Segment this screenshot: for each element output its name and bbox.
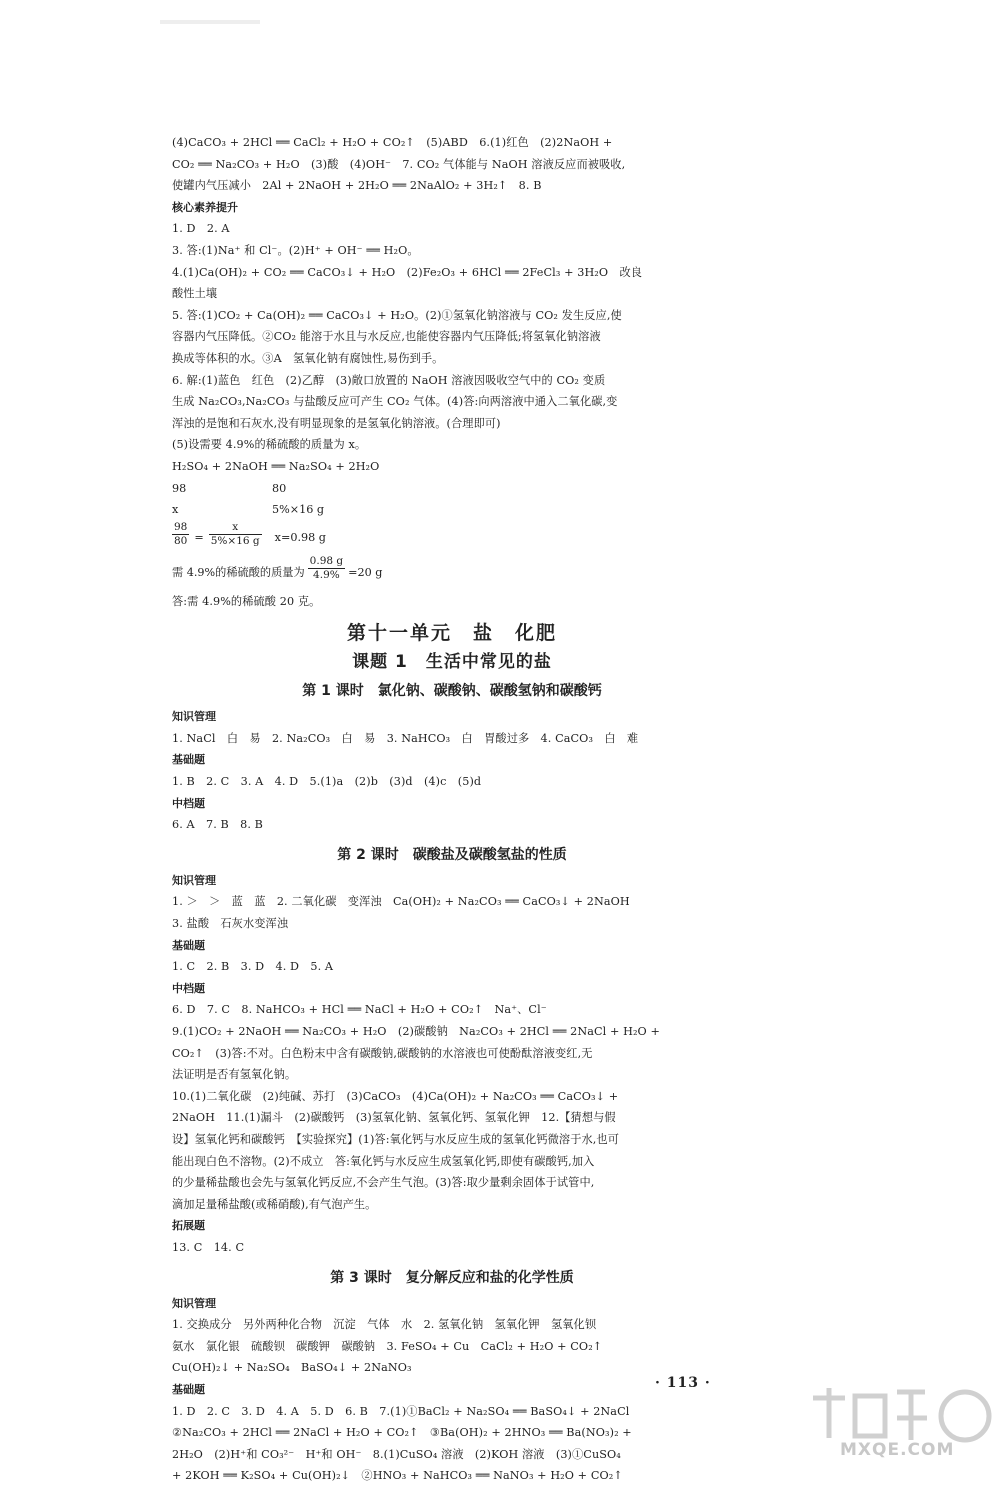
text-line: H₂SO₄ + 2NaOH ══ Na₂SO₄ + 2H₂O — [172, 459, 380, 473]
text-line: 3. 答:(1)Na⁺ 和 Cl⁻。(2)H⁺ + OH⁻ ══ H₂O。 — [172, 243, 419, 257]
text-line: 2NaOH 11.(1)漏斗 (2)碳酸钙 (3)氢氧化钠、氢氧化钙、氢氧化钾 12.【猜想与假 — [172, 1111, 616, 1125]
calc-value-naoh: 5%×16 g — [272, 503, 325, 517]
fraction-denominator: 4.9% — [313, 568, 340, 581]
section-label: 中档题 — [172, 796, 205, 810]
ratio-fraction-left — [172, 521, 189, 555]
period-title: 第 1 课时 氯化钠、碳酸钠、碳酸氢钠和碳酸钙 — [302, 683, 602, 700]
text-line: 能出现白色不溶物。(2)不成立 答:氧化钙与水反应生成氢氧化钙,即使有碳酸钙,加入 — [172, 1154, 595, 1168]
text-line: 13. C 14. C — [172, 1240, 245, 1254]
section-label: 基础题 — [172, 938, 205, 952]
text-line: CO₂↑ (3)答:不对。白色粉末中含有碳酸钠,碳酸钠的水溶液也可使酚酞溶液变红,无 — [172, 1046, 593, 1060]
lesson-title: 课题 1 生活中常见的盐 — [352, 652, 552, 673]
scan-artifact — [160, 20, 260, 24]
text-line: 2H₂O (2)H⁺和 CO₃²⁻ H⁺和 OH⁻ 8.(1)CuSO₄ 溶液 (2)KOH 溶液 (3)①CuSO₄ — [172, 1447, 621, 1461]
calc-molar-row — [172, 478, 732, 500]
text-line: 浑浊的是饱和石灰水,没有明显现象的是氢氧化钠溶液。(合理即可) — [172, 416, 501, 430]
text-line: 10.(1)二氧化碳 (2)纯碱、苏打 (3)CaCO₃ (4)Ca(OH)₂ + Na₂CO₃ ══ CaCO₃↓ + — [172, 1089, 619, 1103]
text-line: 生成 Na₂CO₃,Na₂CO₃ 与盐酸反应可产生 CO₂ 气体。(4)答:向两溶液中通入二氧化碳,变 — [172, 395, 618, 409]
text-line: Cu(OH)₂↓ + Na₂SO₄ BaSO₄↓ + 2NaNO₃ — [172, 1361, 412, 1375]
text-line: 的少量稀盐酸也会先与氢氧化钙反应,不会产生气泡。(3)答:取少量剩余固体于试管中, — [172, 1176, 595, 1190]
fraction-denominator: 80 — [174, 534, 188, 547]
text-line: 1. ＞ ＞ 蓝 蓝 2. 二氧化碳 变浑浊 Ca(OH)₂ + Na₂CO₃ ══ CaCO₃↓ + 2NaOH — [172, 895, 630, 909]
section-label: 知识管理 — [172, 1296, 216, 1310]
ratio-result: x=0.98 g — [274, 530, 326, 544]
text-line: 1. D 2. A — [172, 222, 230, 236]
text-line: 6. D 7. C 8. NaHCO₃ + HCl ══ NaCl + H₂O + CO₂↑ Na⁺、Cl⁻ — [172, 1003, 547, 1017]
unit-title: 第十一单元 盐 化肥 — [346, 622, 557, 645]
section-label: 基础题 — [172, 1382, 205, 1396]
section-label: 知识管理 — [172, 710, 216, 724]
calc-value-row — [172, 499, 732, 521]
text-line: (4)CaCO₃ + 2HCl ══ CaCl₂ + H₂O + CO₂↑ (5)ABD 6.(1)红色 (2)2NaOH + — [172, 136, 613, 149]
text-line: (5)设需要 4.9%的稀硫酸的质量为 x。 — [172, 438, 367, 452]
fraction-numerator: 98 — [174, 520, 188, 533]
text-line: 1. NaCl 白 易 2. Na₂CO₃ 白 易 3. NaHCO₃ 白 胃酸过多 4. CaCO₃ 白 难 — [172, 731, 639, 745]
text-line: 换成等体积的水。③A 氢氧化钠有腐蚀性,易伤到手。 — [172, 351, 444, 365]
fraction-numerator: 0.98 g — [309, 554, 344, 567]
ratio-fraction-right — [209, 521, 262, 555]
text-line: ②Na₂CO₃ + 2HCl ══ 2NaCl + H₂O + CO₂↑ ③Ba(OH)₂ + 2HNO₃ ══ Ba(NO₃)₂ + — [172, 1426, 632, 1440]
text-line: 滴加足量稀盐酸(或稀硝酸),有气泡产生。 — [172, 1197, 377, 1211]
content-column — [172, 132, 732, 1487]
section-label: 中档题 — [172, 981, 205, 995]
text-line: 氨水 氯化银 硫酸钡 碳酸钾 碳酸钠 3. FeSO₄ + Cu CaCl₂ + H₂O + CO₂↑ — [172, 1339, 603, 1353]
text-line: 4.(1)Ca(OH)₂ + CO₂ ══ CaCO₃↓ + H₂O (2)Fe₂O₃ + 6HCl ══ 2FeCl₃ + 3H₂O 改良 — [172, 265, 643, 279]
calc-molar-naoh: 80 — [272, 481, 287, 495]
text-line: + 2KOH ══ K₂SO₄ + Cu(OH)₂↓ ②HNO₃ + NaHCO₃ ══ NaNO₃ + H₂O + CO₂↑ — [172, 1469, 623, 1483]
text-line: CO₂ ══ Na₂CO₃ + H₂O (3)酸 (4)OH⁻ 7. CO₂ 气体能与 NaOH 溶液反应而被吸收, — [172, 157, 626, 171]
calc-molar-h2so4: 98 — [172, 481, 187, 495]
text-line: 设】氢氧化钙和碳酸钙 【实验探究】(1)答:氧化钙与水反应生成的氢氧化钙微溶于水,也可 — [172, 1132, 619, 1146]
period-title: 第 3 课时 复分解反应和盐的化学性质 — [330, 1269, 574, 1286]
text-line: 1. B 2. C 3. A 4. D 5.(1)a (2)b (3)d (4)c (5)d — [172, 775, 482, 789]
equals-sign: = — [194, 530, 204, 544]
text-line: 法证明是否有氢氧化钠。 — [172, 1068, 297, 1082]
text-line: 容器内气压降低。②CO₂ 能溶于水且与水反应,也能使容器内气压降低;将氢氧化钠溶液 — [172, 330, 601, 344]
text-line: 1. D 2. C 3. D 4. A 5. D 6. B 7.(1)①BaCl₂ + Na₂SO₄ ══ BaSO₄↓ + 2NaCl — [172, 1404, 630, 1418]
text-line: 6. A 7. B 8. B — [172, 818, 263, 832]
fraction-denominator: 5%×16 g — [210, 534, 260, 547]
text-line: 5. 答:(1)CO₂ + Ca(OH)₂ ══ CaCO₃↓ + H₂O。(2)①氢氧化钠溶液与 CO₂ 发生反应,使 — [172, 308, 622, 322]
mass-fraction — [308, 555, 345, 591]
text-line: 酸性土壤 — [172, 287, 218, 301]
answer-line: 答:需 4.9%的稀硫酸 20 克。 — [172, 594, 321, 608]
section-label: 知识管理 — [172, 873, 216, 887]
section-label: 核心素养提升 — [172, 200, 238, 214]
section-label: 基础题 — [172, 753, 205, 767]
watermark-text: MXQE.COM — [840, 1440, 955, 1460]
text-line: 9.(1)CO₂ + 2NaOH ══ Na₂CO₃ + H₂O (2)碳酸钠 Na₂CO₃ + 2HCl ══ 2NaCl + H₂O + — [172, 1025, 660, 1038]
text-line: 3. 盐酸 石灰水变浑浊 — [172, 917, 289, 931]
calc-value-x: x — [172, 503, 179, 517]
page-number: · 113 · — [655, 1375, 711, 1391]
text-line: 1. C 2. B 3. D 4. D 5. A — [172, 960, 334, 974]
text-line: 1. 交换成分 另外两种化合物 沉淀 气体 水 2. 氢氧化钠 氢氧化钾 氢氧化钡 — [172, 1318, 597, 1332]
mass-result: =20 g — [348, 565, 383, 579]
calc-ratio-row — [172, 521, 732, 555]
section-label: 拓展题 — [172, 1219, 205, 1233]
mass-prefix: 需 4.9%的稀硫酸的质量为 — [172, 565, 305, 579]
period-title: 第 2 课时 碳酸盐及碳酸氢盐的性质 — [337, 846, 567, 863]
fraction-numerator: x — [209, 521, 262, 535]
text-line: 使罐内气压减小 2Al + 2NaOH + 2H₂O ══ 2NaAlO₂ + 3H₂↑ 8. B — [172, 179, 542, 193]
calc-mass-row — [172, 555, 732, 591]
text-line: 6. 解:(1)蓝色 红色 (2)乙醇 (3)敞口放置的 NaOH 溶液因吸收空气中的 CO₂ 变质 — [172, 373, 606, 387]
